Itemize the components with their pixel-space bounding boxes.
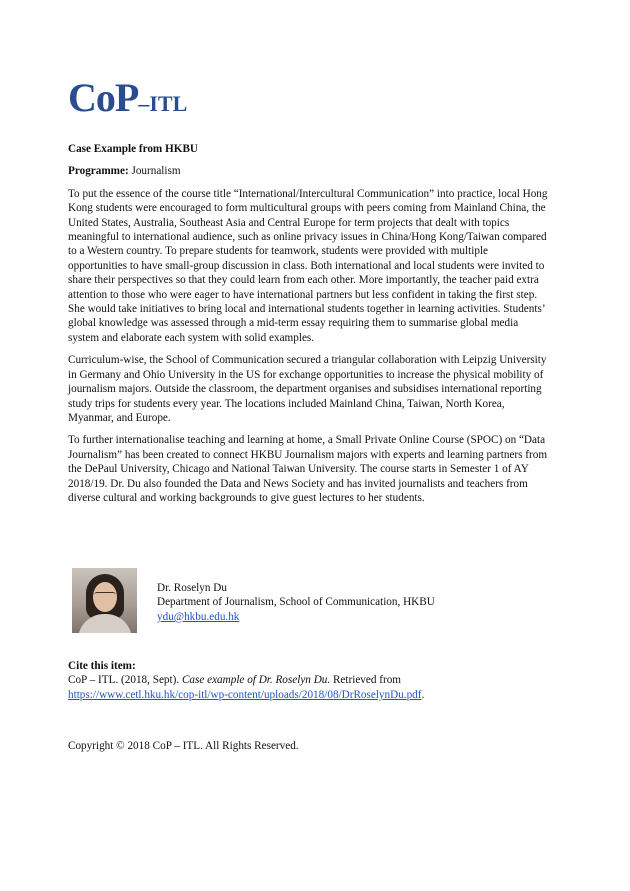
logo-main: CoP xyxy=(68,75,139,120)
cite-url-suffix: . xyxy=(421,688,425,701)
paragraph-3: To further internationalise teaching and learning at home, a Small Private Online Course (SPOC) on “Data Journalism” has been created to connect HKBU Journalism majors with experts and learning partners from the DePaul University, Chicago and National Taiwan University. The course starts in Semester 1 of AY 2018/19. Dr. Du also founded the Data and News Society and has invited journalists and teachers from diverse cultural and working backgrounds to give guest lectures to her students. xyxy=(68,434,548,504)
cite-block xyxy=(68,659,568,702)
copyright-text: Copyright © 2018 CoP – ITL. All Rights Reserved. xyxy=(68,740,299,752)
paragraph-1: To put the essence of the course title “International/Intercultural Communication” into practice, local Hong Kong students were encouraged to form multicultural groups with peers coming from Mainland China, the United States, Australia, Southeast Asia and Central Europe for term projects that dealt with topics meaningful to international audience, such as online privacy issues in China/Hong Kong/Taiwan compared to a Western country. To prepare students for teamwork, students were provided with multiple opportunities to have small-group discussion in class. Both international and local students were invited to share their perspectives so that they could learn from each other. More importantly, the teacher paid extra attention to those who were eager to have international partners but less confident in taking the first step. She would take initiatives to bring local and international students together in learning activities. Students’ global knowledge was assessed through a mid-term essay requiring them to summarise global media system and elaborate each system with solid examples. xyxy=(68,187,548,344)
cite-url-link[interactable]: https://www.cetl.hku.hk/cop-itl/wp-content/uploads/2018/08/DrRoselynDu.pdf xyxy=(68,688,422,701)
cop-itl-logo xyxy=(68,75,188,120)
cite-work: Case example of Dr. Roselyn Du. xyxy=(181,674,331,687)
case-content xyxy=(68,142,548,513)
cite-prefix: CoP – ITL. (2018, Sept). xyxy=(68,674,182,687)
cite-reference xyxy=(68,673,568,687)
cite-title: Cite this item: xyxy=(68,660,136,672)
case-heading: Case Example from HKBU xyxy=(68,143,198,155)
author-email-link[interactable]: ydu@hkbu.edu.hk xyxy=(157,610,240,623)
logo-sub: –ITL xyxy=(138,91,188,116)
paragraph-2: Curriculum-wise, the School of Communication secured a triangular collaboration with Leipzig University in Germany and Ohio University in the US for exchange opportunities to increase the physical mobility of journalism majors. Outside the classroom, the department organises and subsidises international reporting study trips for students every year. The locations included Mainland China, Taiwan, North Korea, Myanmar, and Europe. xyxy=(68,354,547,424)
cite-retrieved: Retrieved from xyxy=(330,674,402,687)
programme-line xyxy=(68,164,548,178)
author-name: Dr. Roselyn Du xyxy=(157,582,227,594)
author-block xyxy=(72,568,572,634)
programme-value: Journalism xyxy=(131,165,181,178)
programme-label: Programme: xyxy=(68,165,129,178)
author-photo xyxy=(72,568,137,633)
author-department: Department of Journalism, School of Communication, HKBU xyxy=(157,596,435,609)
author-details xyxy=(157,581,435,624)
